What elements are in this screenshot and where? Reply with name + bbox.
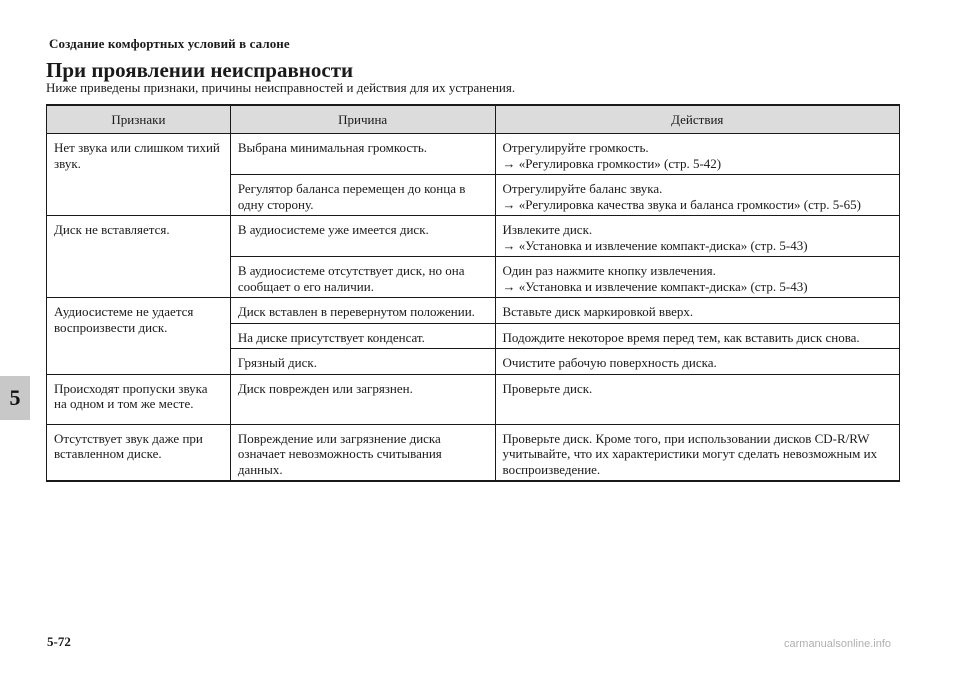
symptom-cell: Аудиосистеме не удается воспроизвести диск.: [47, 298, 231, 375]
action-cell: Проверьте диск. Кроме того, при использовании дисков CD-R/RW учитывайте, что их характеристики могут сделать невозможным их воспроизведение.: [495, 424, 899, 481]
action-reference: → «Регулировка качества звука и баланса громкости» (стр. 5-65): [502, 196, 861, 212]
chapter-tab: 5: [0, 376, 30, 420]
action-reference: → «Регулировка громкости» (стр. 5-42): [502, 155, 722, 171]
cause-cell: Выбрана минимальная громкость.: [230, 134, 495, 175]
watermark: carmanualsonline.info: [784, 638, 892, 650]
action-cell: Подождите некоторое время перед тем, как вставить диск снова.: [495, 323, 899, 349]
action-line: Отрегулируйте громкость.: [502, 140, 649, 155]
action-cell: [495, 216, 899, 257]
cause-cell: Диск вставлен в перевернутом положении.: [230, 298, 495, 324]
action-cell: Вставьте диск маркировкой вверх.: [495, 298, 899, 324]
action-line: Отрегулируйте баланс звука.: [502, 181, 663, 196]
cause-cell: Регулятор баланса перемещен до конца в одну сторону.: [230, 175, 495, 216]
symptom-cell: Отсутствует звук даже при вставленном диске.: [47, 424, 231, 481]
table-header-row: [47, 105, 900, 134]
action-line: Один раз нажмите кнопку извлечения.: [502, 263, 716, 278]
troubleshooting-table: [46, 104, 900, 482]
table-row: [47, 134, 900, 175]
table-row: [47, 424, 900, 481]
table-row: [47, 216, 900, 257]
cause-cell: Повреждение или загрязнение диска означает невозможность считывания данных.: [230, 424, 495, 481]
action-cell: Проверьте диск.: [495, 374, 899, 424]
header-actions: Действия: [495, 105, 899, 134]
header-symptoms: Признаки: [47, 105, 231, 134]
cause-cell: В аудиосистеме уже имеется диск.: [230, 216, 495, 257]
symptom-cell: Происходят пропуски звука на одном и том же месте.: [47, 374, 231, 424]
page-number: 5-72: [47, 634, 71, 649]
section-header: Создание комфортных условий в салоне: [49, 36, 290, 51]
action-cell: [495, 175, 899, 216]
symptom-cell: Нет звука или слишком тихий звук.: [47, 134, 231, 216]
action-line: Извлеките диск.: [502, 222, 593, 237]
table-row: [47, 298, 900, 324]
action-cell: [495, 134, 899, 175]
page-subtitle: Ниже приведены признаки, причины неисправностей и действия для их устранения.: [46, 80, 516, 95]
action-reference: → «Установка и извлечение компакт-диска» (стр. 5-43): [502, 278, 808, 294]
action-cell: [495, 257, 899, 298]
action-cell: Очистите рабочую поверхность диска.: [495, 349, 899, 375]
action-reference: → «Установка и извлечение компакт-диска» (стр. 5-43): [502, 237, 808, 253]
cause-cell: Диск поврежден или загрязнен.: [230, 374, 495, 424]
symptom-cell: Диск не вставляется.: [47, 216, 231, 298]
cause-cell: На диске присутствует конденсат.: [230, 323, 495, 349]
header-cause: Причина: [230, 105, 495, 134]
page-title: При проявлении неисправности: [46, 58, 354, 82]
cause-cell: В аудиосистеме отсутствует диск, но она сообщает о его наличии.: [230, 257, 495, 298]
table-row: [47, 374, 900, 424]
cause-cell: Грязный диск.: [230, 349, 495, 375]
